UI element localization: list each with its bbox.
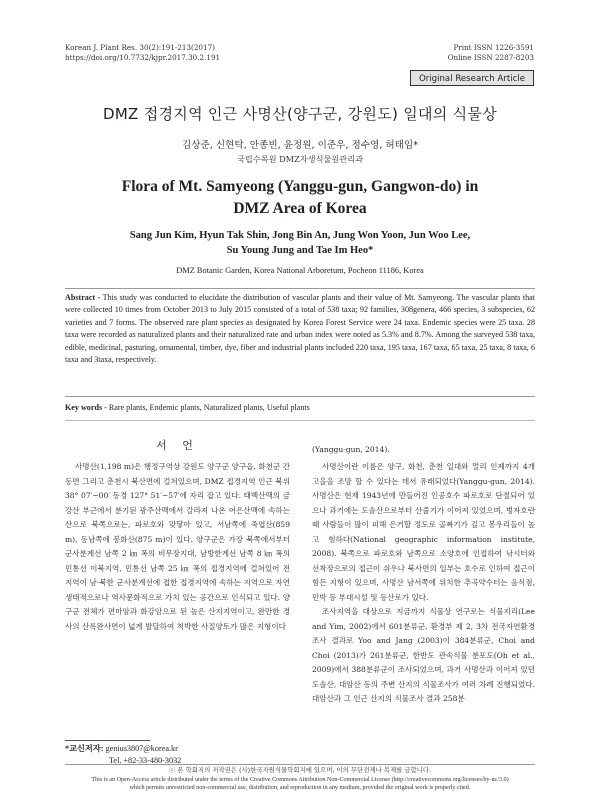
doi-link[interactable]: https://doi.org/10.7732/kjpr.2017.30.2.191 [65,52,221,62]
article-type-badge: Original Research Article [410,70,534,86]
english-authors-line2: Su Young Jung and Tae Im Heo* [226,245,374,256]
abstract-bottom-divider [65,396,535,397]
english-title [0,176,600,220]
keywords [65,403,535,412]
body-right-column-continuation: (Yanggu-gun, 2014). [312,445,390,454]
section-heading-introduction: 서 언 [156,439,199,452]
body-paragraph: 조사지역을 대상으로 지금까지 식물상 연구로는 식물지리(Lee and Yim, 2002)에서 601분류군, 환경부 제 2, 3차 전국자연환경조사 결과로 Yoo and Jang (2003)이 384분류군, Choi and Choi (2013)가 261분류군, 한반도 관속식물 분포도(Oh et al., 2009)에서 388분류군이 조사되었으며, 과거 사명산과 이어져 있던 도솔산, 대암산 등의 주변 산지의 식물조사가 여러 차례 진행되었다. 대암산과 그 인근 산지의 식물조사 결과 258분 [312,607,535,703]
author-email[interactable]: genius3807@korea.kr [105,744,178,753]
abstract-text: This study was conducted to elucidate the distribution of vascular plants and their value of Mt. Samyeong. The vascular plants that were collected 10 times from October 2013 to July 2015 consisted of a total of 538 taxa; 92 families, 308genera, 466 species, 3 subspecies, 62 varieties and 7 forms. The observed rare plant species as designated by Korea Forest Service were 24 taxa. Endemic species were 25 taxa. 28 taxa were recorded as naturalized plants and their naturalized rate and urban index were noted as 5.3% and 8.7%. Among the surveyed 538 taxa, edible, medicinal, pasturing, ornamental, timber, dye, fiber and industrial plants included 220 taxa, 195 taxa, 167 taxa, 65 taxa, 25 taxa, 8 taxa, 6 taxa and 3taxa, respectively. [65,293,535,365]
english-title-line2: DMZ Area of Korea [233,200,367,217]
abstract-label: Abstract - [65,293,101,302]
english-title-line1: Flora of Mt. Samyeong (Yanggu-gun, Gangwon-do) in [121,178,479,195]
body-left-column: 사명산(1,198 m)은 행정구역상 강원도 양구군 양구읍, 화천군 간동면 그리고 춘천시 북산면에 걸쳐있으며, DMZ 접경지역 인근 북위 38° 07′~00′ 동경 127° 51′~57′에 자리 잡고 있다. 태백산맥의 금강산 부근에서 분기된 광주산맥에서 갈라져 나온 어은산맥에 속하는 산으로 북쪽으로는, 파로호와 맞닿아 있고, 서남쪽에 죽엽산(859 m), 동남쪽에 봉화산(875 m)이 있다. 양구군은 가장 북쪽에서부터 군사분계선 남쪽 2 ㎞ 폭의 비무장지대, 남방한계선 남쪽 8 ㎞ 폭의 민통선 이북지역, 민통선 남쪽 25 ㎞ 폭의 접경지역에 걸쳐있어 전 지역이 남·북한 군사분계선에 접한 접경지역에 속하는 지역으로 자연생태적으로나 역사문화적으로 가치 있는 공간으로 인식되고 있다. 양구군 전체가 편마암과 화강암으로 된 높은 산지지역이고, 완만한 경사의 산록완사면이 넓게 발달하여 척박한 사질양토가 많은 지형이다 [65,462,290,631]
english-affiliation: DMZ Botanic Garden, Korea National Arboretum, Pocheon 11186, Korea [176,266,424,275]
english-authors-line1: Sang Jun Kim, Hyun Tak Shin, Jong Bin An, Jung Won Yoon, Jun Woo Lee, [129,230,471,241]
print-issn: Print ISSN 1226-3591 [453,43,534,52]
author-phone: Tel. +82-33-480-3032 [109,755,182,765]
license-line2: which permits unrestricted non-commercial use, distribution, and reproduction in any medium, provided the original work is properly cited. [129,785,471,791]
copyright-notice: ⓒ 본 학회지의 저작권은 (사)한국자원식물학회지에 있으며, 이의 무단전재나 복제를 금합니다. [168,766,432,774]
online-issn: Online ISSN 2287-8203 [447,52,534,62]
body-paragraph: 사명산이란 이름은 양구, 화천, 춘천 일대와 멀리 인제까지 4개 고을을 조망 할 수 있다는 데서 유래되었다(Yanggu-gun, 2014). 사명산은 현재 1943년에 만들어진 인공호수 파로호로 단절되어 있으나 과거에는 도솔산으로부터 산줄기가 이어져 있었으며, 벙자호란 때 사람들이 많이 피해 은거할 정도로 골짜기가 깊고 봉우리들이 높고 험하다(National geographic information institute, 2008). 북쪽으로 파로호와 남쪽으로 소양호에 인접하여 낚시터와 선착장으로의 접근이 쉬우나 북사면의 일부는 호수로 인하여 접근이 힘든 지형이 있으며, 사명산 남서쪽에 위치한 추곡약수터는 음식점, 민박 등 부대시설 및 등산로가 있다. [312,462,535,602]
license-line1: This is an Open-Access article distributed under the terms of the Creative Commons Attribution Non-Commercial License (http://creativecommons.org/licenses/by-nc/3.0) [91,777,509,783]
abstract [65,292,535,366]
journal-header-right [448,43,534,62]
abstract-top-divider [65,288,535,289]
korean-authors: 김상준, 신현탁, 안종빈, 윤정원, 이준우, 정수영, 허태임* [181,140,418,151]
keywords-divider [65,420,535,421]
korean-affiliation: 국립수목원 DMZ자생식물원관리과 [236,154,364,164]
license-notice [60,776,540,792]
keywords-text: Rare plants, Endemic plants, Naturalized plants, Useful plants [108,403,310,412]
english-authors [0,228,600,258]
footnote-divider [65,740,150,741]
body-right-column [312,460,535,707]
keywords-label: Key words - [65,403,107,412]
corresponding-author-footnote [65,743,181,766]
journal-header-left [65,43,220,62]
journal-reference: Korean J. Plant Res. 30(2):191-213(2017) [65,43,215,52]
footnote-label: *교신저자: [65,744,104,753]
korean-title: DMZ 접경지역 인근 사명산(양구군, 강원도) 일대의 식물상 [102,105,498,123]
